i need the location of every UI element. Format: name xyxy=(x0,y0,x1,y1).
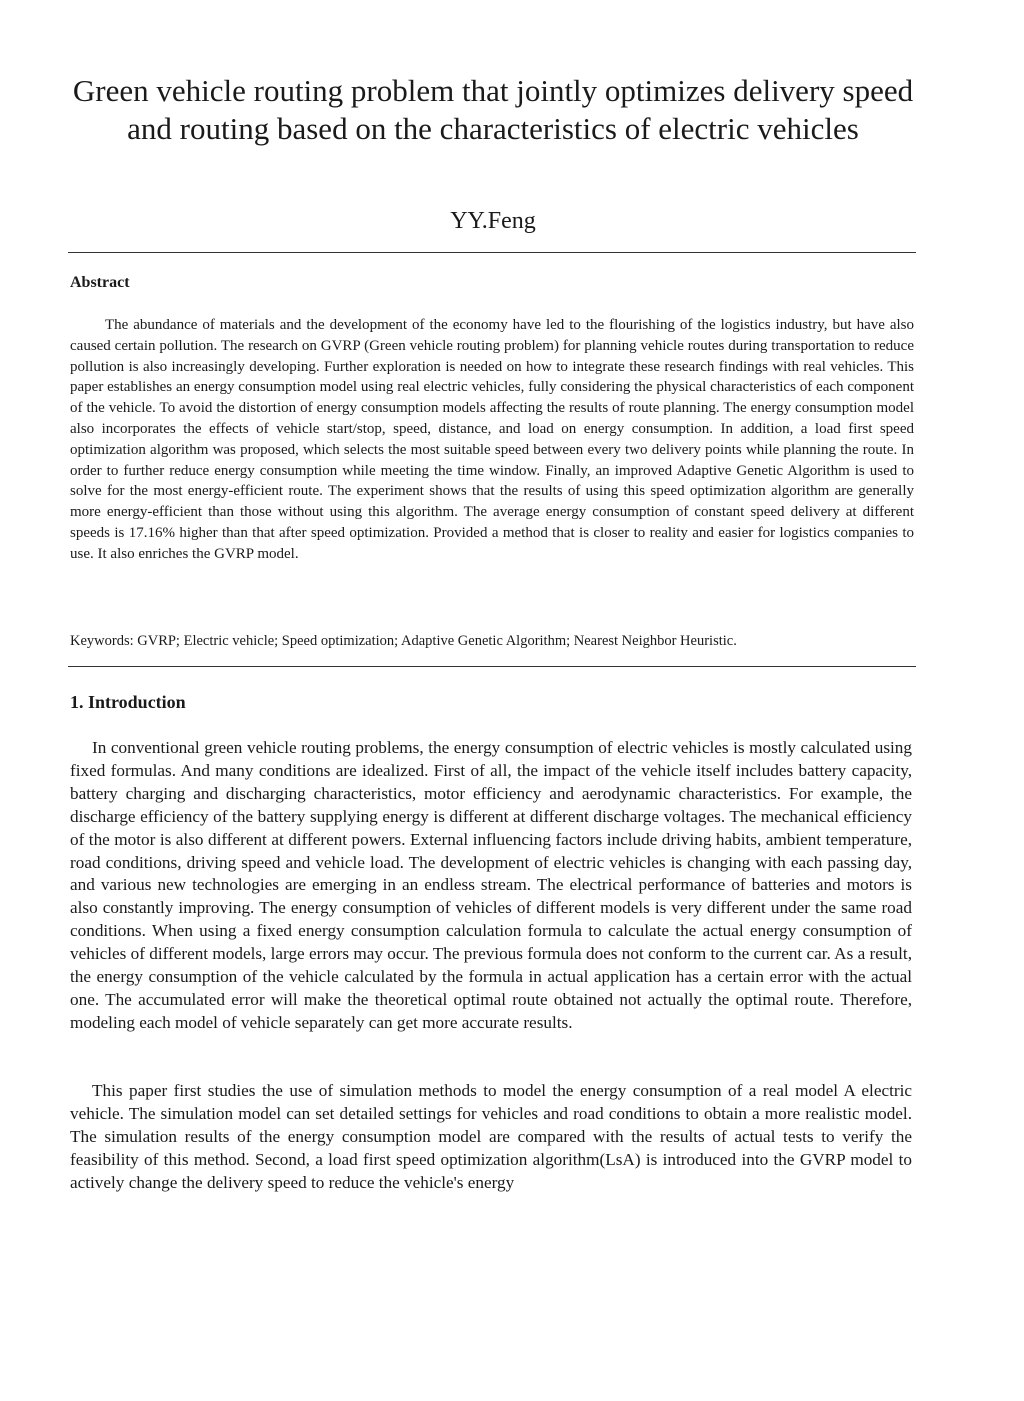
body-paragraph: This paper first studies the use of simulation methods to model the energy consumption of a real model A electric vehicle. The simulation model can set detailed settings for vehicles and road conditions to obtain a more realistic model. The simulation results of the energy consumption model are compared with the results of actual tests to verify the feasibility of this method. Second, a load first speed optimization algorithm(LsA) is introduced into the GVRP model to actively change the delivery speed to reduce the vehicle's energy xyxy=(70,1081,912,1192)
section-heading-introduction: 1. Introduction xyxy=(70,692,186,712)
body-paragraph: In conventional green vehicle routing problems, the energy consumption of electric vehicles is mostly calculated using fixed formulas. And many conditions are idealized. First of all, the impact of the vehicle itself includes battery capacity, battery charging and discharging characteristics, motor efficiency and aerodynamic characteristics. For example, the discharge efficiency of the battery supplying energy is different at different discharge voltages. The mechanical efficiency of the motor is also different at different powers. External influencing factors include driving habits, ambient temperature, road conditions, driving speed and vehicle load. The development of electric vehicles is changing with each passing day, and various new technologies are emerging in an endless stream. The electrical performance of batteries and motors is also constantly improving. The energy consumption of vehicles of different models is very different under the same road conditions. When using a fixed energy consumption calculation formula to calculate the actual energy consumption of vehicles of different models, large errors may occur. The previous formula does not conform to the current car. As a result, the energy consumption of the vehicle calculated by the formula in actual application has a certain error with the actual one. The accumulated error will make the theoretical optimal route obtained not actually the optimal route. Therefore, modeling each model of vehicle separately can get more accurate results. xyxy=(70,738,912,1032)
abstract-heading: Abstract xyxy=(70,274,130,291)
bottom-divider xyxy=(68,666,916,667)
top-divider xyxy=(68,252,916,253)
keywords: Keywords: GVRP; Electric vehicle; Speed optimization; Adaptive Genetic Algorithm; Nearest Neighbor Heuristic. xyxy=(70,633,737,649)
abstract-text: The abundance of materials and the development of the economy have led to the flourishing of the logistics industry, but have also caused certain pollution. The research on GVRP (Green vehicle routing problem) for planning vehicle routes during transportation to reduce pollution is also increasingly developing. Further exploration is needed on how to integrate these research findings with real vehicles. This paper establishes an energy consumption model using real electric vehicles, fully considering the physical characteristics of each component of the vehicle. To avoid the distortion of energy consumption models affecting the results of route planning. The energy consumption model also incorporates the effects of vehicle start/stop, speed, distance, and load on energy consumption. In addition, a load first speed optimization algorithm was proposed, which selects the most suitable speed between every two delivery points while planning the route. In order to further reduce energy consumption while meeting the time window. Finally, an improved Adaptive Genetic Algorithm is used to solve for the most energy-efficient route. The experiment shows that the results of using this speed optimization algorithm are generally more energy-efficient than those without using this algorithm. The average energy consumption of constant speed delivery at different speeds is 17.16% higher than that after speed optimization. Provided a method that is closer to reality and easier for logistics companies to use. It also enriches the GVRP model. xyxy=(70,317,914,562)
paper-title: Green vehicle routing problem that jointly optimizes delivery speed and routing based on the characteristics of electric vehicles xyxy=(72,73,914,146)
author-name: YY.Feng xyxy=(450,208,536,234)
